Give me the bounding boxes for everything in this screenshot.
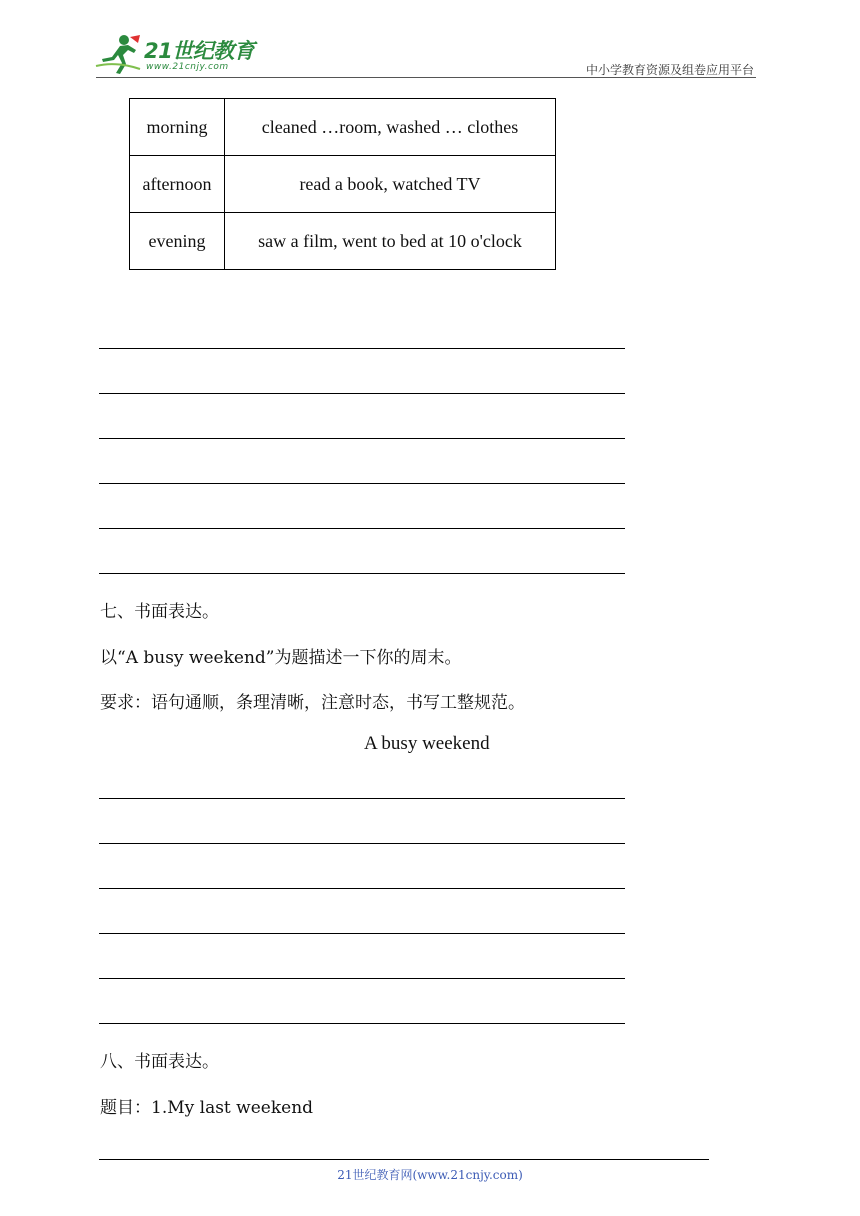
- section-7-heading: 七、书面表达。: [100, 602, 219, 622]
- logo: [94, 33, 264, 77]
- table-cell-activity: saw a film, went to bed at 10 o'clock: [225, 213, 556, 270]
- weekend-schedule-table: [129, 98, 556, 270]
- answer-line[interactable]: [99, 528, 625, 529]
- answer-line[interactable]: [99, 798, 625, 799]
- page-footer: 21世纪教育网(www.21cnjy.com): [337, 1168, 523, 1182]
- answer-line[interactable]: [99, 393, 625, 394]
- answer-line[interactable]: [99, 348, 625, 349]
- table-cell-activity: cleaned …room, washed … clothes: [225, 99, 556, 156]
- answer-line[interactable]: [99, 933, 625, 934]
- section-7-instruction: 以“A busy weekend”为题描述一下你的周末。: [100, 648, 462, 668]
- header-platform-name: 中小学教育资源及组卷应用平台: [585, 63, 754, 77]
- answer-line[interactable]: [99, 888, 625, 889]
- header-divider: [96, 77, 756, 78]
- table-row: [130, 213, 556, 270]
- table-row: [130, 99, 556, 156]
- table-cell-time: morning: [130, 99, 225, 156]
- table-cell-time: evening: [130, 213, 225, 270]
- section-8-topic: 题目：1.My last weekend: [100, 1098, 314, 1118]
- answer-line[interactable]: [99, 843, 625, 844]
- page-header: [0, 0, 860, 80]
- essay-title: A busy weekend: [364, 733, 490, 754]
- table-cell-time: afternoon: [130, 156, 225, 213]
- runner-logo-icon: [94, 33, 142, 77]
- answer-line[interactable]: [99, 483, 625, 484]
- answer-line[interactable]: [99, 1023, 625, 1024]
- table-cell-activity: read a book, watched TV: [225, 156, 556, 213]
- table-row: [130, 156, 556, 213]
- answer-line[interactable]: [99, 978, 625, 979]
- logo-url: www.21cnjy.com: [146, 62, 229, 72]
- footer-divider: [99, 1159, 709, 1160]
- logo-text: 21世纪教育: [144, 39, 255, 63]
- section-7-requirements: 要求：语句通顺，条理清晰，注意时态，书写工整规范。: [100, 693, 525, 713]
- answer-line[interactable]: [99, 438, 625, 439]
- section-8-heading: 八、书面表达。: [100, 1052, 219, 1072]
- answer-line[interactable]: [99, 573, 625, 574]
